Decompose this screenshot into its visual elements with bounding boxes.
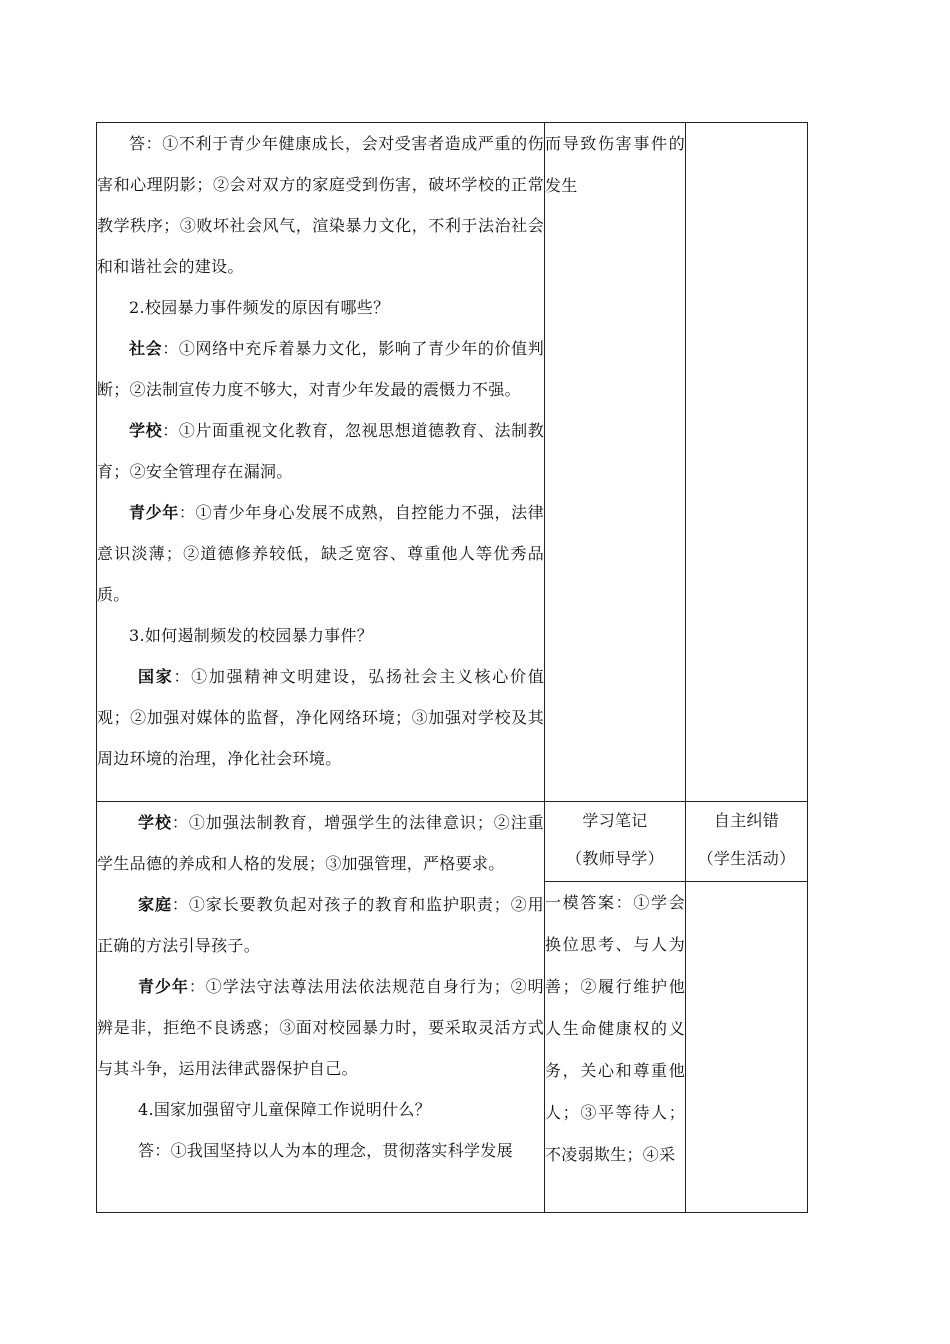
teacher-note-text: 而导致伤害事件的发生	[545, 134, 685, 195]
measure-paragraph: 家庭：①家长要教负起对孩子的教育和监护职责；②用正确的方法引导孩子。	[97, 895, 544, 955]
teacher-note-cell	[545, 123, 686, 802]
answer-paragraph: 答：①我国坚持以人为本的理念，贯彻落实科学发展	[138, 1141, 513, 1160]
lesson-table	[96, 122, 808, 1213]
self-correction-cell	[686, 882, 808, 1213]
teacher-note-text: 一模答案：①学会换位思考、与人为善；②履行维护他人生命健康权的义务，关心和尊重他人；③平等待人；不凌弱欺生；④采	[545, 893, 685, 1164]
header-title: 学习笔记	[582, 811, 648, 830]
main-content-cell	[97, 123, 545, 802]
reason-paragraph: 青少年：①青少年身心发展不成熟，自控能力不强，法律意识淡薄；②道德修养较低，缺乏宽容、尊重他人等优秀品质。	[97, 503, 544, 604]
question-paragraph: 2.校园暴力事件频发的原因有哪些？	[129, 298, 390, 317]
header-subtitle: （教师导学）	[566, 849, 664, 868]
reason-paragraph: 学校：①片面重视文化教育，忽视思想道德教育、法制教育；②安全管理存在漏洞。	[97, 421, 544, 481]
question-paragraph: 3.如何遏制频发的校园暴力事件？	[129, 626, 374, 645]
measure-paragraph: 青少年：①学法守法尊法用法依法规范自身行为；②明辨是非，拒绝不良诱惑；③面对校园暴力时，要采取灵活方式与其斗争，运用法律武器保护自己。	[97, 977, 544, 1078]
header-subtitle: （学生活动）	[697, 849, 796, 868]
answer-paragraph: 答：①不利于青少年健康成长，会对受害者造成严重的伤害和心理阴影；②会对双方的家庭受到伤害，破坏学校的正常教学秩序；③败坏社会风气，渲染暴力文化，不利于法治社会和和谐社会的建设。	[97, 134, 544, 276]
paragraph-heading: 学校	[138, 813, 172, 832]
main-content-cell	[97, 802, 545, 1213]
self-correction-header	[686, 802, 808, 882]
table-row	[97, 123, 808, 802]
paragraph-heading: 青少年	[138, 977, 189, 996]
measure-paragraph: 学校：①加强法制教育，增强学生的法律意识；②注重学生品德的养成和人格的发展；③加强管理，严格要求。	[97, 813, 544, 873]
paragraph-heading: 国家	[138, 667, 174, 686]
study-notes-header	[545, 802, 686, 882]
reason-paragraph: 社会：①网络中充斥着暴力文化，影响了青少年的价值判断；②法制宣传力度不够大，对青少年发最的震慑力不强。	[97, 339, 544, 399]
paragraph-heading: 社会	[129, 339, 163, 358]
self-correction-cell	[686, 123, 808, 802]
question-paragraph: 4.国家加强留守儿童保障工作说明什么？	[138, 1100, 431, 1119]
header-title: 自主纠错	[713, 811, 780, 830]
teacher-note-cell	[545, 882, 686, 1213]
paragraph-heading: 青少年	[129, 503, 179, 522]
measure-paragraph: 国家：①加强精神文明建设，弘扬社会主义核心价值观；②加强对媒体的监督，净化网络环境；③加强对学校及其周边环境的治理，净化社会环境。	[97, 667, 544, 768]
paragraph-heading: 家庭	[138, 895, 172, 914]
paragraph-heading: 学校	[129, 421, 163, 440]
table-row	[97, 802, 808, 882]
